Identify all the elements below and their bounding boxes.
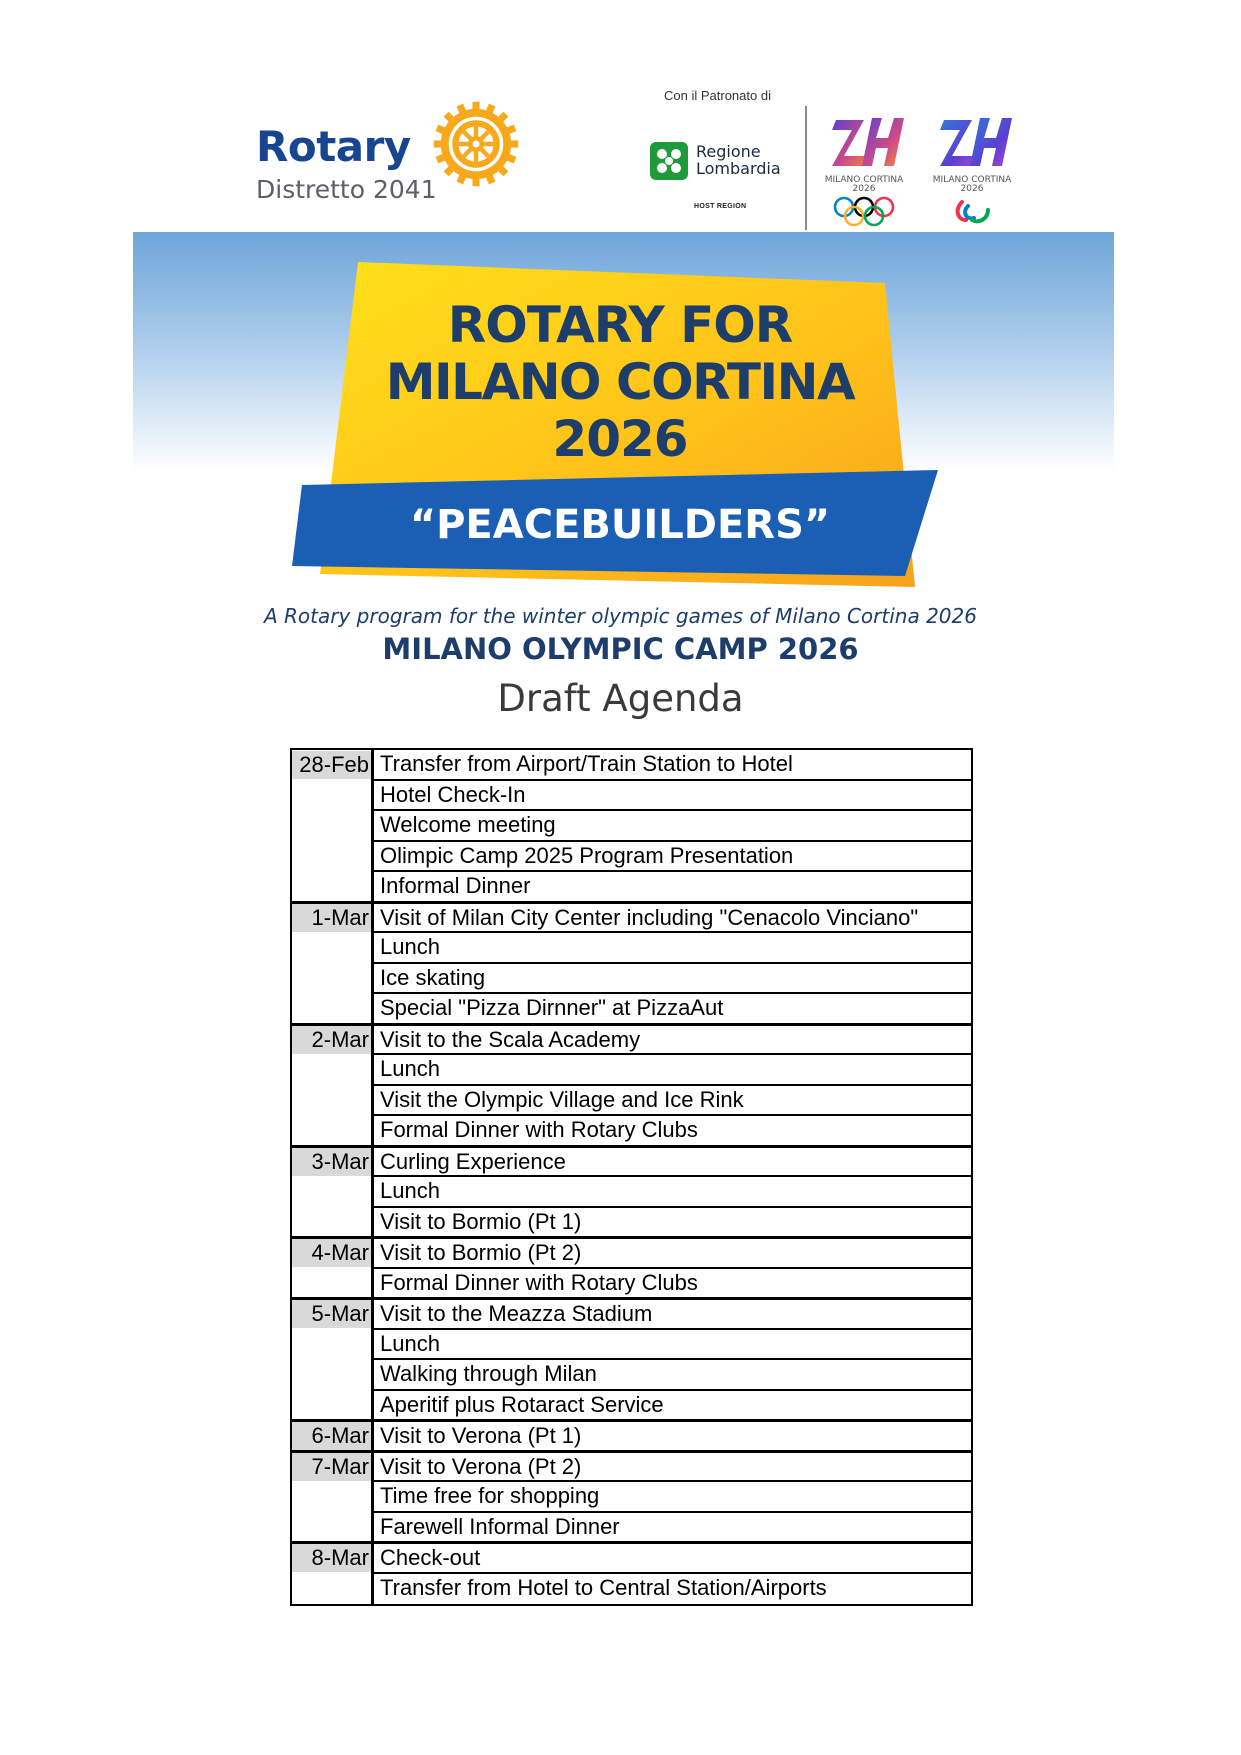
agenda-item: Curling Experience [374, 1147, 971, 1178]
rotary-wordmark: Rotary [256, 122, 411, 171]
agenda-date: 4-Mar [292, 1239, 371, 1267]
agenda-date: 1-Mar [292, 904, 371, 932]
agenda-item: Check-out [374, 1543, 971, 1574]
agenda-item: Transfer from Hotel to Central Station/Airports [380, 1574, 827, 1600]
agenda-item: Transfer from Airport/Train Station to Hotel [374, 750, 971, 781]
agenda-date: 28-Feb [292, 751, 371, 779]
agenda-item: Formal Dinner with Rotary Clubs [374, 1269, 971, 1300]
agenda-item: Aperitif plus Rotaract Service [374, 1391, 971, 1422]
agenda-item: Informal Dinner [374, 872, 971, 903]
agenda-item: Walking through Milan [374, 1360, 971, 1391]
agenda-item: Special "Pizza Dirnner" at PizzaAut [374, 994, 971, 1025]
agenda-item: Visit of Milan City Center including "Cenacolo Vinciano" [374, 903, 971, 934]
agenda-item: Time free for shopping [374, 1482, 971, 1513]
agenda-item: Visit to the Scala Academy [374, 1025, 971, 1056]
agenda-item: Visit to the Meazza Stadium [374, 1299, 971, 1330]
agenda-date: 3-Mar [292, 1148, 371, 1176]
agenda-date: 2-Mar [292, 1026, 371, 1054]
document-title: Draft Agenda [497, 677, 744, 720]
agenda-item: Ice skating [374, 964, 971, 995]
agenda-item: Hotel Check-In [374, 781, 971, 812]
agenda-item: Visit to Verona (Pt 2) [374, 1452, 971, 1483]
agenda-item: Visit the Olympic Village and Ice Rink [374, 1086, 971, 1117]
agenda-item: Welcome meeting [374, 811, 971, 842]
banner-title-line-2: MILANO CORTINA [385, 353, 855, 411]
agenda-item: Visit to Bormio (Pt 2) [374, 1238, 971, 1269]
agenda-item: Lunch [374, 933, 971, 964]
agenda-date: 5-Mar [292, 1300, 371, 1328]
agenda-item: Lunch [374, 1330, 971, 1361]
camp-title: MILANO OLYMPIC CAMP 2026 [382, 632, 859, 666]
agenda-date: 6-Mar [292, 1422, 371, 1450]
agenda-date: 7-Mar [292, 1453, 371, 1481]
region-name: Regione Lombardia [696, 142, 781, 178]
banner-title-line-1: ROTARY FOR [447, 296, 793, 354]
agenda-item: Farewell Informal Dinner [374, 1513, 971, 1544]
patronage-label: Con il Patronato di [664, 88, 771, 103]
agenda-item: Olimpic Camp 2025 Program Presentation [374, 842, 971, 873]
program-tagline: A Rotary program for the winter olympic games of Milano Cortina 2026 [264, 604, 977, 628]
agenda-item: Lunch [374, 1177, 971, 1208]
rotary-district-label: Distretto 2041 [256, 175, 437, 204]
paralympic-caption: MILANO CORTINA 2026 [932, 175, 1012, 194]
agenda-item: Visit to Bormio (Pt 1) [374, 1208, 971, 1239]
host-region-label: HOST REGION [694, 203, 747, 210]
agenda-item: Formal Dinner with Rotary Clubs [374, 1116, 971, 1147]
banner-title-line-3: 2026 [552, 410, 688, 468]
agenda-date: 8-Mar [292, 1544, 371, 1572]
agenda-table [290, 748, 973, 1606]
olympic-caption: MILANO CORTINA 2026 [824, 175, 904, 194]
banner-subtitle: “PEACEBUILDERS” [409, 502, 831, 548]
agenda-item: Visit to Verona (Pt 1) [374, 1421, 971, 1452]
agenda-item: Lunch [374, 1055, 971, 1086]
